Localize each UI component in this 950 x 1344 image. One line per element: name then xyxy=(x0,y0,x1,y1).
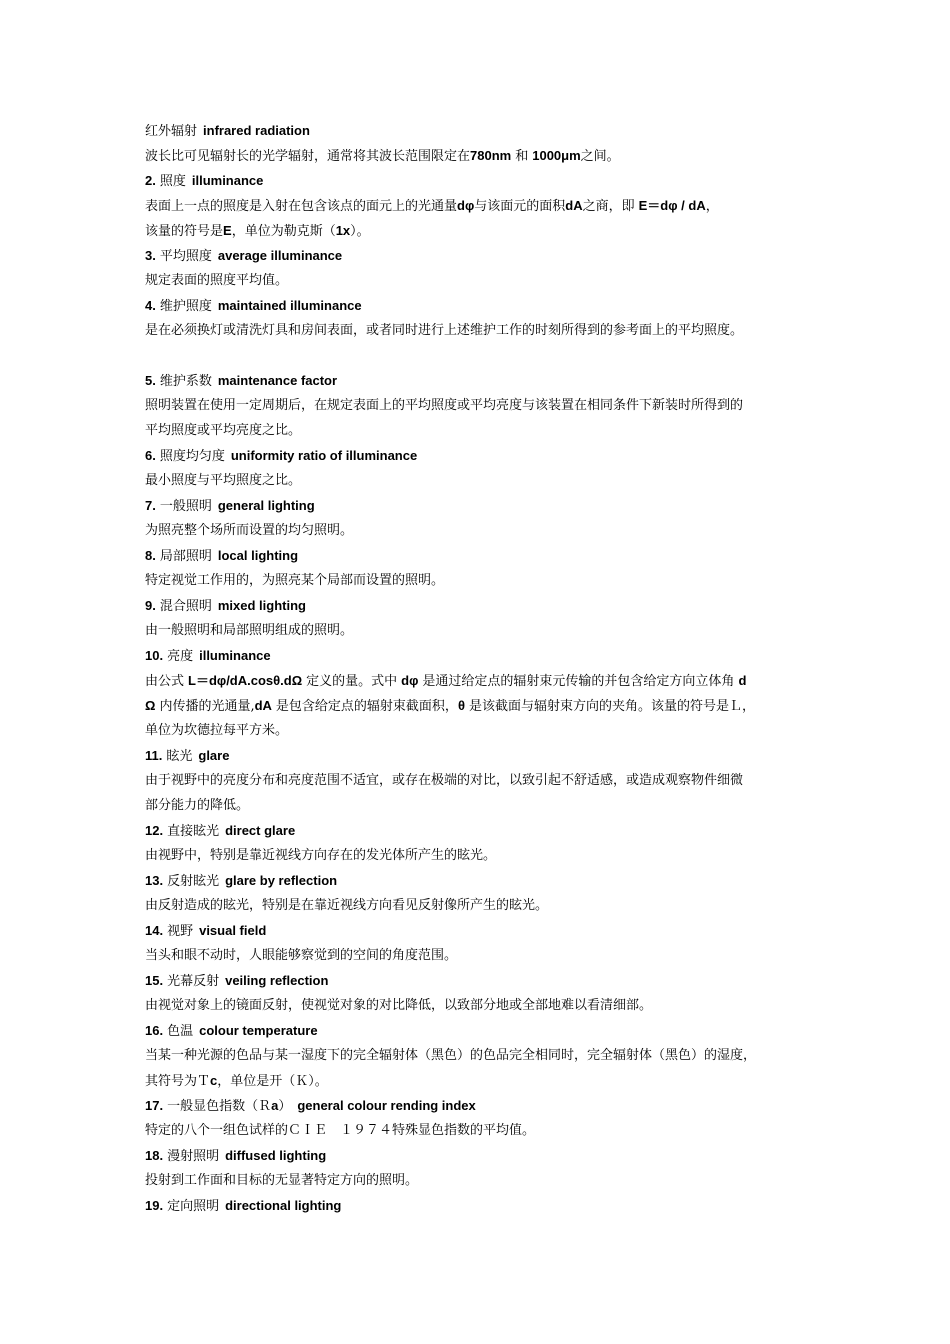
term-en: glare by reflection xyxy=(225,873,338,888)
term-number: 15. xyxy=(145,973,164,988)
term-definition: 由视野中，特别是靠近视线方向存在的发光体所产生的眩光。 xyxy=(145,848,497,863)
definition-value: d xyxy=(738,673,747,688)
term-cn: 漫射照明 xyxy=(167,1149,220,1164)
term-en: infrared radiation xyxy=(203,123,310,138)
term-cn: 眩光 xyxy=(166,749,193,764)
term-number: 8. xyxy=(145,548,156,563)
term-number: 19. xyxy=(145,1198,164,1213)
term-number: 13. xyxy=(145,873,164,888)
term-heading-directional-lighting xyxy=(145,1193,810,1218)
term-cn: 照度均匀度 xyxy=(159,449,225,464)
term-cn: 维护系数 xyxy=(159,374,212,389)
term-heading-glare-by-reflection xyxy=(145,868,810,893)
term-en: general colour rending index xyxy=(297,1098,476,1113)
term-en: direct glare xyxy=(225,823,296,838)
term-en: illuminance xyxy=(199,648,271,663)
definition-value: dA xyxy=(254,698,272,713)
term-definition: 特定的八个一组色试样的ＣＩＥ １９７４特殊显色指数的平均值。 xyxy=(145,1123,536,1138)
term-definition xyxy=(145,193,810,218)
term-cn: 平均照度 xyxy=(159,249,212,264)
definition-value: dφ xyxy=(457,198,475,213)
definition-text: 波长比可见辐射长的光学辐射，通常将其波长范围限定在 xyxy=(145,149,471,164)
term-heading-illuminance xyxy=(145,168,810,193)
term-definition: 特定视觉工作用的，为照亮某个局部而设置的照明。 xyxy=(145,573,445,588)
term-number: 17. xyxy=(145,1098,164,1113)
term-cn: 局部照明 xyxy=(159,549,212,564)
term-en: diffused lighting xyxy=(225,1148,327,1163)
definition-text: 与该面元的面积 xyxy=(474,199,566,214)
term-heading-mixed-lighting xyxy=(145,593,810,618)
term-definition: 最小照度与平均照度之比。 xyxy=(145,473,302,488)
definition-text: 是该截面与辐射束方向的夹角。该量的符号是Ｌ， xyxy=(468,699,755,714)
document-page xyxy=(145,118,810,1218)
term-cn: 直接眩光 xyxy=(167,824,220,839)
term-en: directional lighting xyxy=(225,1198,342,1213)
term-cn: 定向照明 xyxy=(167,1199,220,1214)
term-en: general lighting xyxy=(217,498,315,513)
term-cn: 亮度 xyxy=(167,649,194,664)
term-definition: 当某一种光源的色品与某一湿度下的完全辐射体（黑色）的色品完全相同时，完全辐射体（黑色）的湿度， xyxy=(145,1048,757,1063)
term-number: 11. xyxy=(145,748,163,763)
term-en: uniformity ratio of illuminance xyxy=(230,448,418,463)
term-subscript: a xyxy=(271,1098,279,1113)
term-definition xyxy=(145,668,810,693)
definition-value: E＝dφ / dA xyxy=(638,198,706,213)
definition-value: Ω xyxy=(145,698,156,713)
definition-text: 和 xyxy=(515,149,529,164)
definition-value: dA xyxy=(565,198,583,213)
term-number: 16. xyxy=(145,1023,164,1038)
term-heading-infrared-radiation xyxy=(145,118,810,143)
term-cn: 色温 xyxy=(167,1024,194,1039)
definition-text: 是包含给定点的辐射束截面积， xyxy=(275,699,458,714)
definition-value: 780nm xyxy=(470,148,512,163)
definition-text: ）。 xyxy=(350,224,370,239)
term-heading-luminance xyxy=(145,643,810,668)
term-cn: 反射眩光 xyxy=(167,874,220,889)
term-number: 4. xyxy=(145,298,156,313)
definition-text: ，单位为勒克斯（ xyxy=(231,224,336,239)
definition-text: 内传播的光通量, xyxy=(159,699,255,714)
definition-value: 1x xyxy=(335,223,351,238)
term-en: visual field xyxy=(199,923,267,938)
term-cn: 维护照度 xyxy=(159,299,212,314)
term-definition xyxy=(145,143,810,168)
term-definition: 照明装置在使用一定周期后，在规定表面上的平均照度或平均亮度与该装置在相同条件下新装时所得到的 xyxy=(145,398,744,413)
term-definition: 平均照度或平均亮度之比。 xyxy=(145,423,302,438)
term-cn: 一般显色指数（Ｒ xyxy=(167,1099,272,1114)
term-number: 10. xyxy=(145,648,164,663)
term-heading-uniformity-ratio xyxy=(145,443,810,468)
term-cn: 混合照明 xyxy=(159,599,212,614)
term-definition: 由视觉对象上的镜面反射，使视觉对象的对比降低，以致部分地或全部地难以看清细部。 xyxy=(145,998,653,1013)
term-en: veiling reflection xyxy=(225,973,329,988)
term-heading-average-illuminance xyxy=(145,243,810,268)
term-definition: 投射到工作面和目标的无显著特定方向的照明。 xyxy=(145,1173,419,1188)
term-definition: 部分能力的降低。 xyxy=(145,798,250,813)
definition-formula: L＝dφ/dA.cosθ.dΩ xyxy=(188,673,303,688)
term-definition: 规定表面的照度平均值。 xyxy=(145,273,289,288)
term-en: illuminance xyxy=(191,173,264,188)
term-heading-diffused-lighting xyxy=(145,1143,810,1168)
term-en: colour temperature xyxy=(199,1023,318,1038)
term-cn: ） xyxy=(278,1099,292,1114)
term-en: glare xyxy=(198,748,230,763)
term-number: 2. xyxy=(145,173,156,188)
term-definition: 当头和眼不动时，人眼能够察觉到的空间的角度范围。 xyxy=(145,948,458,963)
term-heading-maintenance-factor xyxy=(145,368,810,393)
term-cn: 照度 xyxy=(159,174,186,189)
definition-text: 之间。 xyxy=(580,149,620,164)
term-number: 3. xyxy=(145,248,156,263)
term-en: maintained illuminance xyxy=(217,298,362,313)
definition-value: c xyxy=(210,1073,218,1088)
term-heading-veiling-reflection xyxy=(145,968,810,993)
term-number: 7. xyxy=(145,498,156,513)
definition-value: 1000μm xyxy=(532,148,581,163)
term-cn: 光幕反射 xyxy=(167,974,220,989)
term-cn: 视野 xyxy=(167,924,194,939)
definition-value: E xyxy=(223,223,232,238)
term-number: 6. xyxy=(145,448,156,463)
term-cn: 一般照明 xyxy=(159,499,212,514)
term-heading-local-lighting xyxy=(145,543,810,568)
term-en: local lighting xyxy=(217,548,299,563)
spacer xyxy=(145,343,810,368)
term-heading-colour-temperature xyxy=(145,1018,810,1043)
term-heading-maintained-illuminance xyxy=(145,293,810,318)
term-en: average illuminance xyxy=(217,248,343,263)
term-heading-direct-glare xyxy=(145,818,810,843)
term-definition: 由于视野中的亮度分布和亮度范围不适宜，或存在极端的对比，以致引起不舒适感，或造成观察物件细微 xyxy=(145,773,744,788)
definition-text: ，单位是开（Ｋ）。 xyxy=(217,1074,328,1089)
term-number: 9. xyxy=(145,598,156,613)
term-definition xyxy=(145,693,810,718)
definition-value: dφ xyxy=(401,673,419,688)
definition-text: 其符号为Ｔ xyxy=(145,1074,211,1089)
term-definition: 是在必须换灯或清洗灯具和房间表面，或者同时进行上述维护工作的时刻所得到的参考面上的平均照度。 xyxy=(145,323,744,338)
term-definition xyxy=(145,1068,810,1093)
definition-text: 表面上一点的照度是入射在包含该点的面元上的光通量 xyxy=(145,199,458,214)
term-heading-general-lighting xyxy=(145,493,810,518)
term-number: 18. xyxy=(145,1148,164,1163)
term-heading-visual-field xyxy=(145,918,810,943)
definition-text: 定义的量。式中 xyxy=(306,674,398,689)
term-definition: 由一般照明和局部照明组成的照明。 xyxy=(145,623,354,638)
term-number: 5. xyxy=(145,373,156,388)
term-en: mixed lighting xyxy=(217,598,306,613)
definition-value: θ xyxy=(457,698,465,713)
term-definition: 单位为坎德拉每平方米。 xyxy=(145,723,289,738)
definition-text: 之商，即 xyxy=(582,199,635,214)
term-en: maintenance factor xyxy=(217,373,338,388)
term-heading-colour-rendering-index xyxy=(145,1093,810,1118)
term-definition: 由反射造成的眩光，特别是在靠近视线方向看见反射像所产生的眩光。 xyxy=(145,898,549,913)
term-number: 14. xyxy=(145,923,164,938)
term-definition xyxy=(145,218,810,243)
definition-text: 由公式 xyxy=(145,674,185,689)
definition-text: 是通过给定点的辐射束元传输的并包含给定方向立体角 xyxy=(422,674,735,689)
definition-text: 该量的符号是 xyxy=(145,224,224,239)
term-heading-glare xyxy=(145,743,810,768)
term-definition: 为照亮整个场所而设置的均匀照明。 xyxy=(145,523,354,538)
term-number: 12. xyxy=(145,823,164,838)
definition-text: ， xyxy=(705,199,719,214)
term-cn: 红外辐射 xyxy=(145,124,198,139)
